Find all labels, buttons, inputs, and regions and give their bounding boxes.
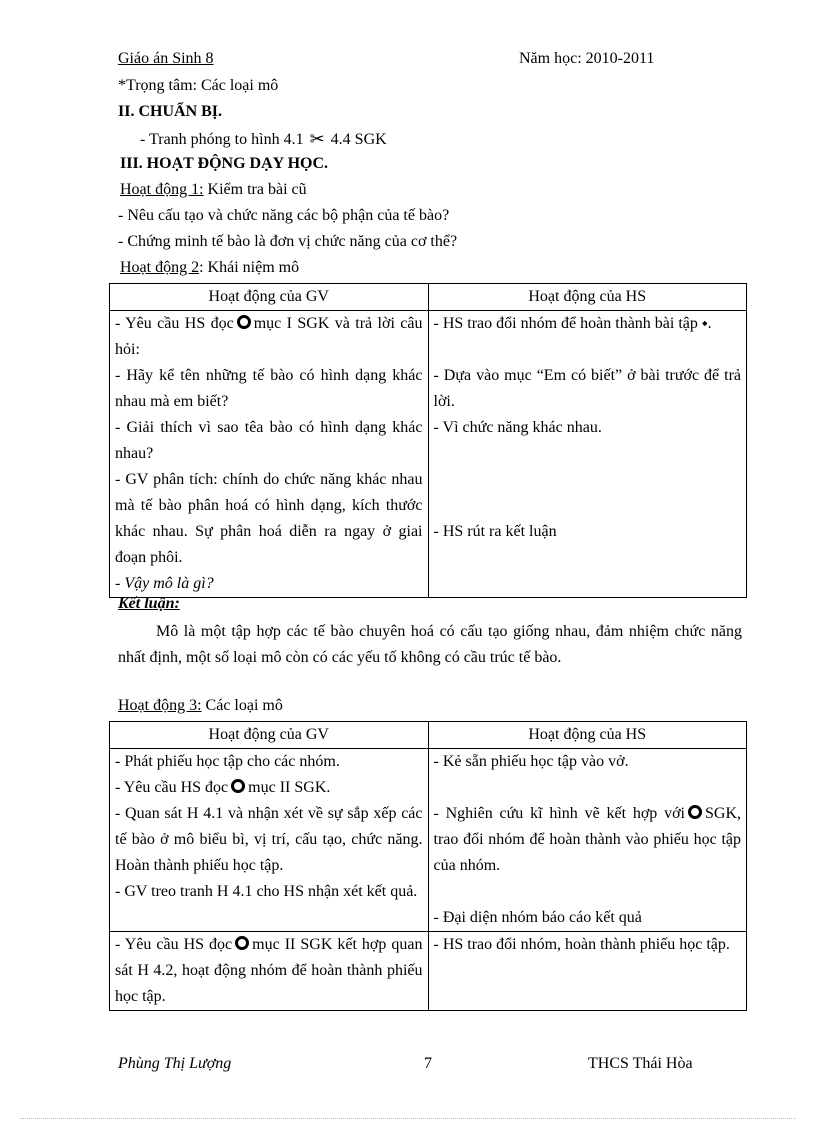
table-header-hs: Hoạt động của HS bbox=[428, 284, 747, 311]
gv-row-1: - Phát phiếu học tập cho các nhóm. bbox=[115, 753, 340, 770]
hs-cell bbox=[428, 311, 747, 598]
circle-ring-icon bbox=[688, 805, 702, 819]
gv-row-5: - Yêu cầu HS đọc mục II SGK kết hợp quan sát H 4.2, hoạt động nhóm để hoàn thành phiếu học tập. bbox=[115, 936, 423, 1005]
focus-line: *Trọng tâm: Các loại mô bbox=[118, 77, 279, 94]
circle-ring-icon bbox=[235, 936, 249, 950]
activity-2-heading bbox=[120, 259, 299, 277]
gv-row-5: - Vậy mô là gì? bbox=[115, 575, 214, 592]
prep-item-suffix: 4.4 SGK bbox=[330, 131, 387, 148]
hs-row-5: - HS trao đổi nhóm, hoàn thành phiếu học tập. bbox=[428, 932, 747, 1011]
doc-header-left: Giáo án Sinh 8 bbox=[118, 50, 214, 67]
activity-1-label: Hoạt động 1: bbox=[120, 181, 204, 198]
footer-page-number: 7 bbox=[424, 1055, 432, 1072]
question-1: - Nêu cấu tạo và chức năng các bộ phận của tế bào? bbox=[118, 207, 450, 224]
activity-2-table bbox=[109, 283, 747, 598]
activity-3-heading bbox=[118, 697, 283, 715]
activity-2-title: : Khái niệm mô bbox=[199, 259, 300, 276]
section-3-title: III. HOẠT ĐỘNG DẠY HỌC. bbox=[120, 155, 329, 172]
circle-ring-icon bbox=[237, 315, 251, 329]
gv-cell bbox=[110, 932, 429, 1011]
table-header-gv: Hoạt động của GV bbox=[110, 722, 429, 749]
footer-author: Phùng Thị Lượng bbox=[118, 1055, 232, 1072]
activity-3-title: Các loại mô bbox=[201, 697, 283, 714]
hs-row-3: - Nghiên cứu kĩ hình vẽ kết hợp với SGK, trao đổi nhóm để hoàn thành vào phiếu học tập của nhóm. bbox=[433, 805, 741, 874]
gv-row-3: - Giải thích vì sao têa bào có hình dạng khác nhau? bbox=[115, 419, 423, 462]
scissors-icon: ✂ bbox=[309, 129, 325, 150]
section-2-item bbox=[140, 129, 387, 150]
gv-row-2: - Hãy kể tên những tế bào có hình dạng khác nhau mà em biết? bbox=[115, 367, 423, 410]
hs-row-2: - Dựa vào mục “Em có biết” ở bài trước để trả lời. bbox=[433, 367, 741, 410]
hs-row-1: - HS trao đổi nhóm để hoàn thành bài tập ⬩. bbox=[433, 315, 712, 332]
hs-row-4: - HS rút ra kết luận bbox=[433, 523, 557, 540]
activity-3-label: Hoạt động 3: bbox=[118, 697, 202, 714]
table-header-hs: Hoạt động của HS bbox=[428, 722, 747, 749]
conclusion-text: Mô là một tập hợp các tế bào chuyên hoá có cấu tạo giống nhau, đảm nhiệm chức năng nhất định, một số loại mô còn có các yếu tố không có cầu trúc tế bào. bbox=[118, 623, 742, 666]
activity-2-label: Hoạt động 2 bbox=[120, 259, 200, 276]
circle-ring-icon bbox=[231, 779, 245, 793]
page-bottom-divider bbox=[20, 1118, 796, 1119]
doc-header-right: Năm học: 2010-2011 bbox=[519, 50, 655, 67]
gv-row-2: - Yêu cầu HS đọc mục II SGK. bbox=[115, 779, 331, 796]
gv-row-4: - GV phân tích: chính do chức năng khác nhau mà tế bào phân hoá có hình dạng, kích thước khác nhau. Sự phân hoá diễn ra ngay ở giai đoạn phôi. bbox=[115, 471, 423, 566]
hs-row-1: - Kẻ sẵn phiếu học tập vào vở. bbox=[433, 753, 629, 770]
activity-1-heading bbox=[120, 181, 307, 199]
section-2-title: II. CHUẨN BỊ. bbox=[118, 103, 223, 120]
prep-item-prefix: - Tranh phóng to hình 4.1 bbox=[140, 131, 304, 148]
gv-row-3: - Quan sát H 4.1 và nhận xét về sự sắp xếp các tế bào ở mô biểu bì, vị trí, cấu tạo, chức năng. Hoàn thành phiếu học tập. bbox=[115, 805, 423, 874]
table-header-gv: Hoạt động của GV bbox=[110, 284, 429, 311]
hs-cell bbox=[428, 749, 747, 932]
gv-cell bbox=[110, 311, 429, 598]
activity-3-table bbox=[109, 721, 747, 1011]
footer-school: THCS Thái Hòa bbox=[588, 1055, 693, 1072]
hs-row-3: - Vì chức năng khác nhau. bbox=[433, 419, 602, 436]
gv-row-4: - GV treo tranh H 4.1 cho HS nhận xét kết quả. bbox=[115, 883, 418, 900]
gv-row-1: - Yêu cầu HS đọc mục I SGK và trả lời câu hỏi: bbox=[115, 315, 423, 358]
hs-row-4: - Đại diện nhóm báo cáo kết quả bbox=[433, 909, 642, 926]
conclusion-label: Kết luận: bbox=[118, 595, 180, 612]
gv-cell bbox=[110, 749, 429, 932]
question-2: - Chứng minh tế bào là đơn vị chức năng của cơ thể? bbox=[118, 233, 458, 250]
activity-1-title: Kiểm tra bài cũ bbox=[203, 181, 307, 198]
